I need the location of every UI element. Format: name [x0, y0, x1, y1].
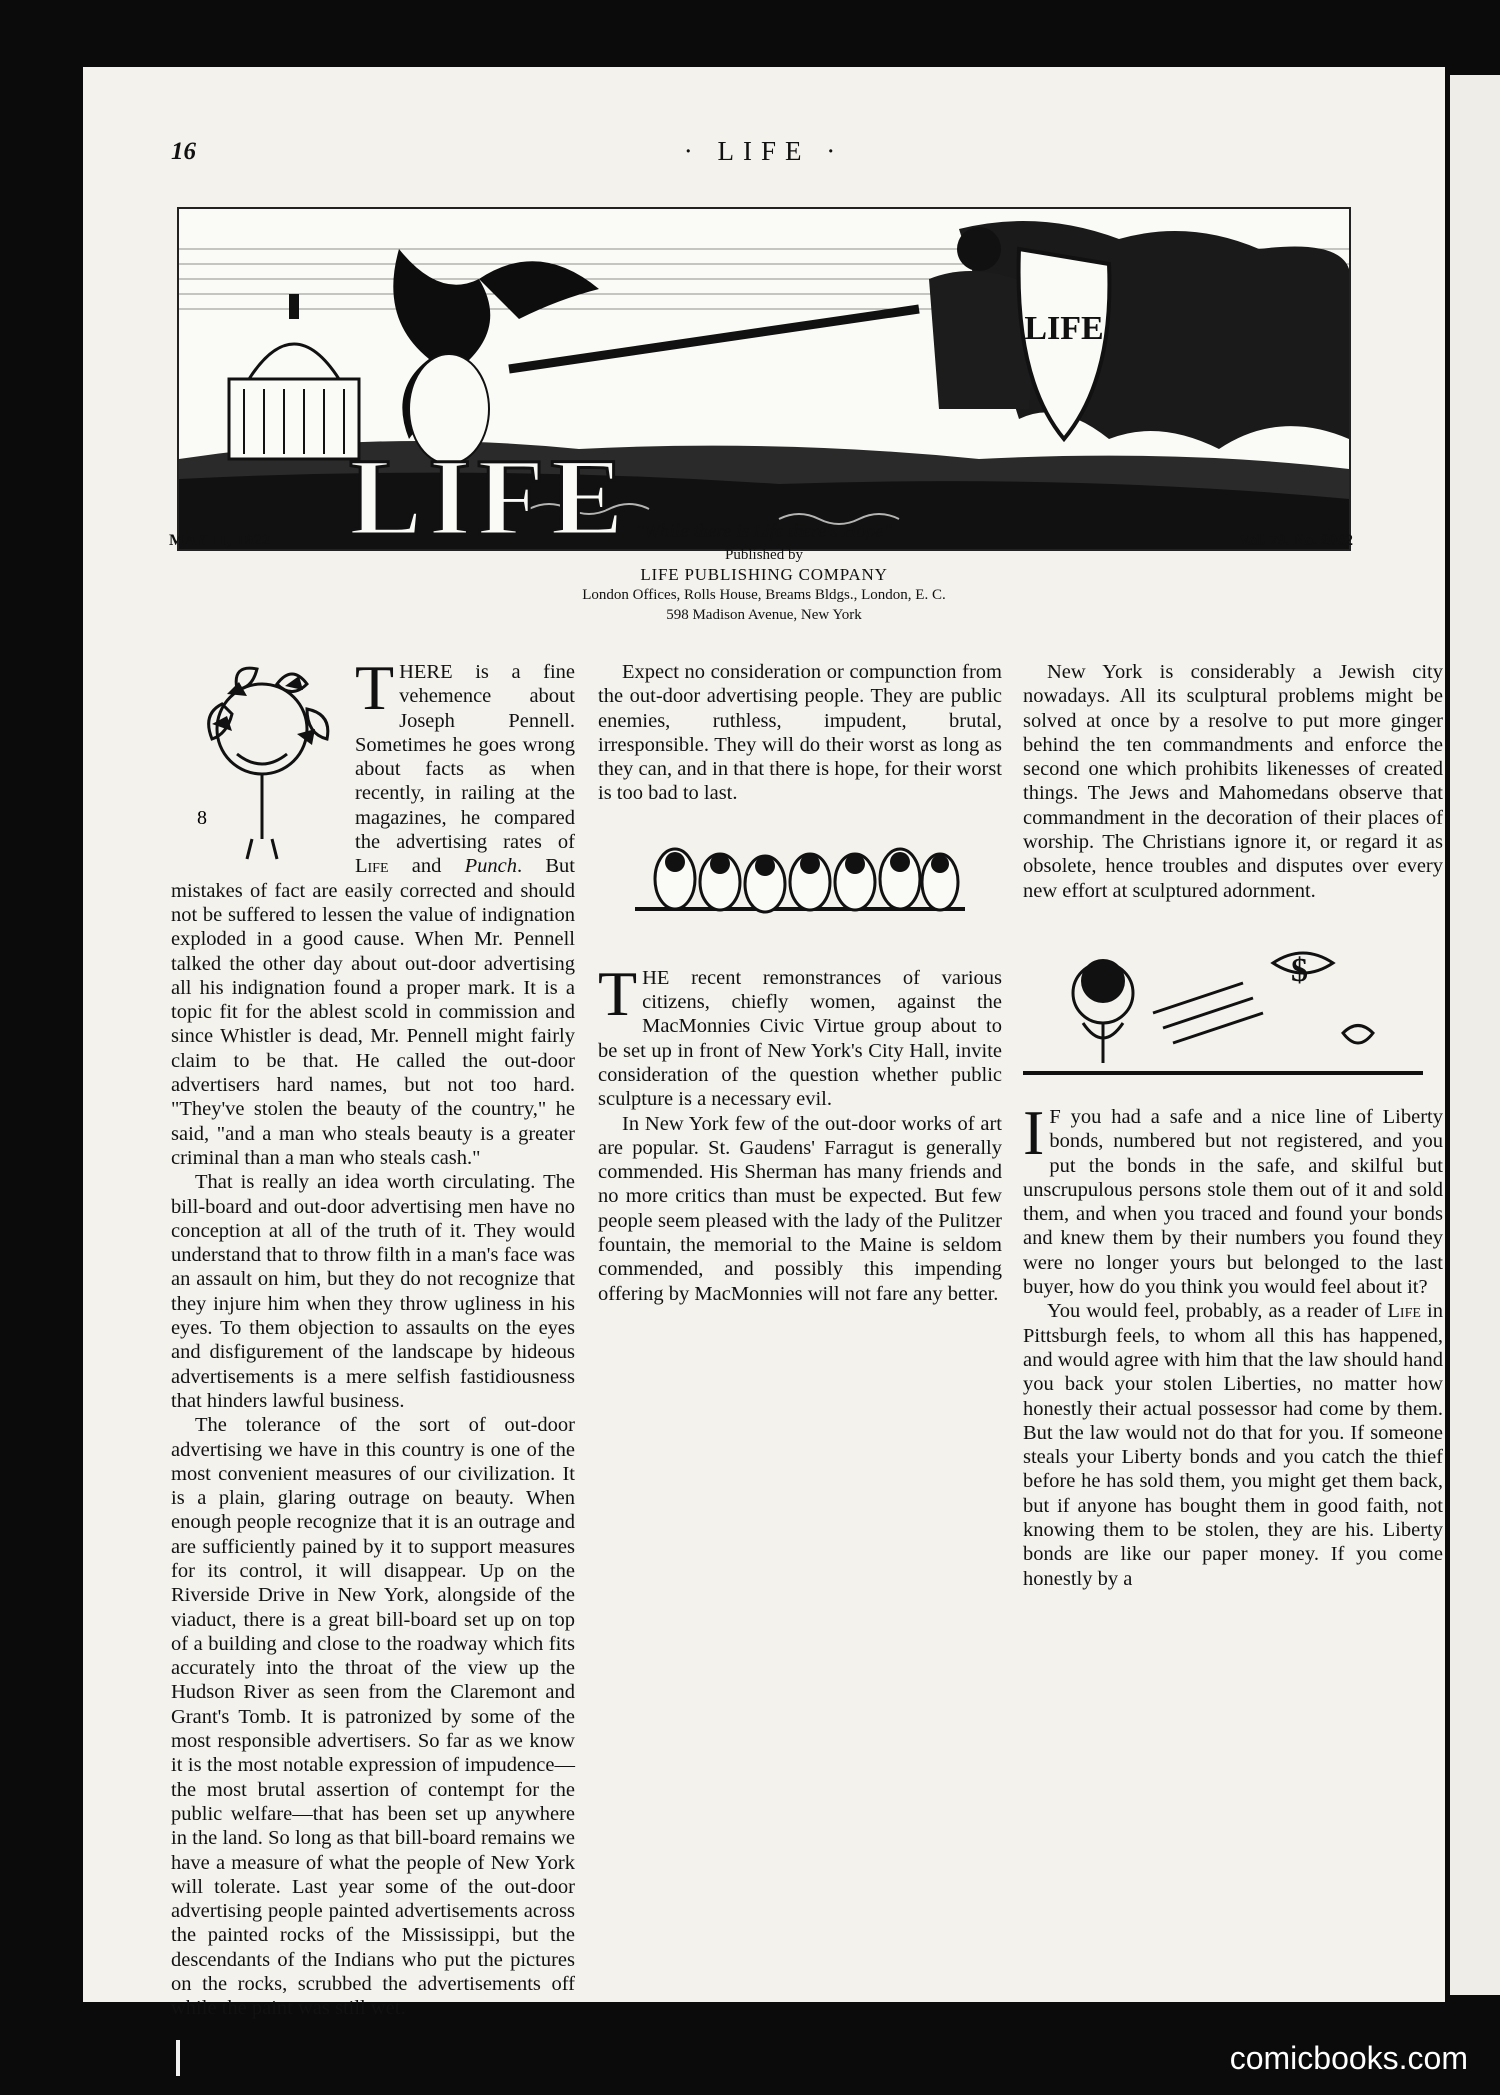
- article1-p1-lead: HERE is a fine vehemence about Joseph Pennell. Sometimes he goes wrong about facts as when recently, in railing at the magazines, he compared the advertising rates of: [355, 661, 575, 854]
- svg-text:8: 8: [197, 807, 207, 829]
- article2-dropcap: T: [598, 957, 638, 1029]
- article2-paragraph-3: New York is considerably a Jewish city nowadays. All its sculptural problems might be solved at once by a resolve to put more ginger behind the ten commandments and enforce the second one which prohibits likenesses of created things. The Jews and Mahomedans observe that commandment in the decoration of their places of worship. The Christians ignore it, or regard it as obsolete, hence troubles and disputes over every new effort at sculptured adornment.: [1023, 661, 1443, 902]
- masthead: [83, 519, 1445, 625]
- article3-p1-text: F you had a safe and a nice line of Liberty bonds, numbered but not registered, and you put the bonds in the safe, and skilful but unscrupulous persons stole them out of it and sold them, and when you traced and found your bonds and knew them by their numbers you found they were no longer yours but belonged to the last buyer, how do you think you would feel about it?: [1023, 1105, 1443, 1299]
- page-number: 16: [171, 138, 196, 165]
- birds-on-wire-icon: [635, 824, 965, 944]
- new-york-address: 598 Madison Avenue, New York: [666, 607, 862, 623]
- volume-number: Vol. 79. No. 2062: [1238, 532, 1353, 549]
- header-illustration: [177, 207, 1351, 551]
- running-title: · LIFE ·: [683, 136, 845, 166]
- shield-label: LIFE: [1024, 310, 1104, 347]
- page-content: [83, 67, 1445, 2020]
- article1-punch-ref: Punch: [464, 855, 517, 878]
- lance-icon: [509, 309, 919, 369]
- article3-dropcap: I: [1023, 1096, 1045, 1168]
- article1-paragraph-3: The tolerance of the sort of out-door advertising we have in this country is one of the most convenient measures of our civilization. It is a plain, glaring outrage on beauty. When enough people recognize that it is an outrage and are sufficiently pained by it to support measures for its control, it will disappear. Up on the Riverside Drive in New York, alongside of the viaduct, there is a great bill-board set up on top of a building and close to the roadway which fits accurately into the throat of the view up the Hudson River as seen from the Claremont and Grant's Tomb. It is patronized by some of the most responsible advertisers. So far as we know it is the most notable expression of impudence—the most brutal assertion of contempt for the public welfare—that has been set up anywhere in the land. So long as that bill-board remains we have a measure of what the people of New York will tolerate. Last year some of the out-door advertising people painted advertisements across the painted rocks of the Mississippi, but the descendants of the Indians who put the pictures on the rocks, scrubbed the advertisements off while the paint was still wet.: [171, 1414, 575, 2020]
- article3-paragraph-2: [1023, 1299, 1443, 1591]
- adjacent-page-edge: [1450, 75, 1500, 1995]
- life-logo: LIFE: [349, 436, 630, 549]
- publisher-name: LIFE PUBLISHING COMPANY: [640, 565, 888, 584]
- banner-drawing: [179, 209, 1349, 549]
- article1-life-ref: Life: [355, 855, 389, 878]
- article3-p2-rest: in Pittsburgh feels, to whom all this has happened, and would agree with him that the law should hand you back your stolen Liberties, no matter how honestly their actual possessor had come by them. But the law would not do that for you. If someone steals your Liberty bonds and you catch the thief before he has sold them, you might get them back, but if anyone has bought them in good faith, not knowing them to be stolen, they are his. Liberty bonds are like our paper money. If you come honestly by a: [1023, 1300, 1443, 1590]
- article3-life-ref: Life: [1387, 1300, 1421, 1323]
- article3-paragraph-1: [1023, 1096, 1443, 1299]
- article2-paragraph-1: [598, 957, 1002, 1112]
- article2-paragraph-2: In New York few of the out-door works of art are popular. St. Gaudens' Farragut is generally commended. His Sherman has many friends and no more critics than must be expected. But few people seem pleased with the lady of the Pulitzer fountain, the memorial to the Maine is seldom commended, and possibly this impending offering by MacMonnies will not fare any better.: [598, 1112, 1002, 1305]
- article1-paragraph-2: That is really an idea worth circulating. The bill-board and out-door advertising men have no conception at all of the truth of it. They would understand that to throw filth in a man's face was an assault on him, but they do not recognize that they injure him when they throw ugliness in his eyes. To them objection to assaults on the eyes and disfigurement of the landscape by hideous advertisements is a mere selfish fastidiousness that hinders lawful business.: [171, 1171, 575, 1412]
- article1-dropcap: T: [355, 652, 395, 723]
- site-watermark: comicbooks.com: [1229, 2040, 1468, 2076]
- armored-knight-icon: [929, 227, 1109, 439]
- motto: "While there is Life there's Hope": [636, 521, 892, 542]
- scan-mark: [176, 2040, 180, 2076]
- article1-paragraph-4: Expect no consideration or compunction from the out-door advertising people. They are public enemies, ruthless, impudent, brutal, irresponsible. They will do their worst as long as they can, and in that there is hope, for their worst is too bad to last.: [598, 661, 1002, 805]
- capitol-dome-icon: [229, 294, 359, 459]
- published-by: Published by: [725, 547, 803, 563]
- article3-p2-lead: You would feel, probably, as a reader of: [1047, 1300, 1388, 1323]
- laurel-crowned-figure-icon: [167, 664, 347, 864]
- london-address: London Offices, Rolls House, Breams Bldgs., London, E. C.: [582, 587, 946, 603]
- svg-text:$: $: [1291, 951, 1308, 989]
- issue-date: MAY 11, 1922: [169, 532, 271, 549]
- column-1: [171, 652, 575, 2021]
- column-3: [1023, 660, 1443, 1591]
- flying-dollar-icon: [1023, 923, 1423, 1083]
- article2-p1-text: HE recent remonstrances of various citizens, chiefly women, against the MacMonnies Civic Virtue group about to be set up in front of New York's City Hall, invite consideration of the question whether public sculpture is a necessary evil.: [598, 966, 1002, 1111]
- column-2: [598, 660, 1002, 1306]
- article1-p1-rest: . But mistakes of fact are easily corrected and should not be suffered to lessen the value of indignation exploded in a good cause. When Mr. Pennell talked the other day about out-door advertising all his indignation found a proper mark. It is a topic fit for the ablest scold in commission and since Whistler is dead, Mr. Pennell might fairly claim to be that. He called the out-door advertisers hard names, but not too hard. "They've stolen the beauty of the country," he said, "and a man who steals beauty is a greater criminal than a man who steals cash.": [171, 855, 575, 1169]
- article1-and: and: [388, 855, 465, 878]
